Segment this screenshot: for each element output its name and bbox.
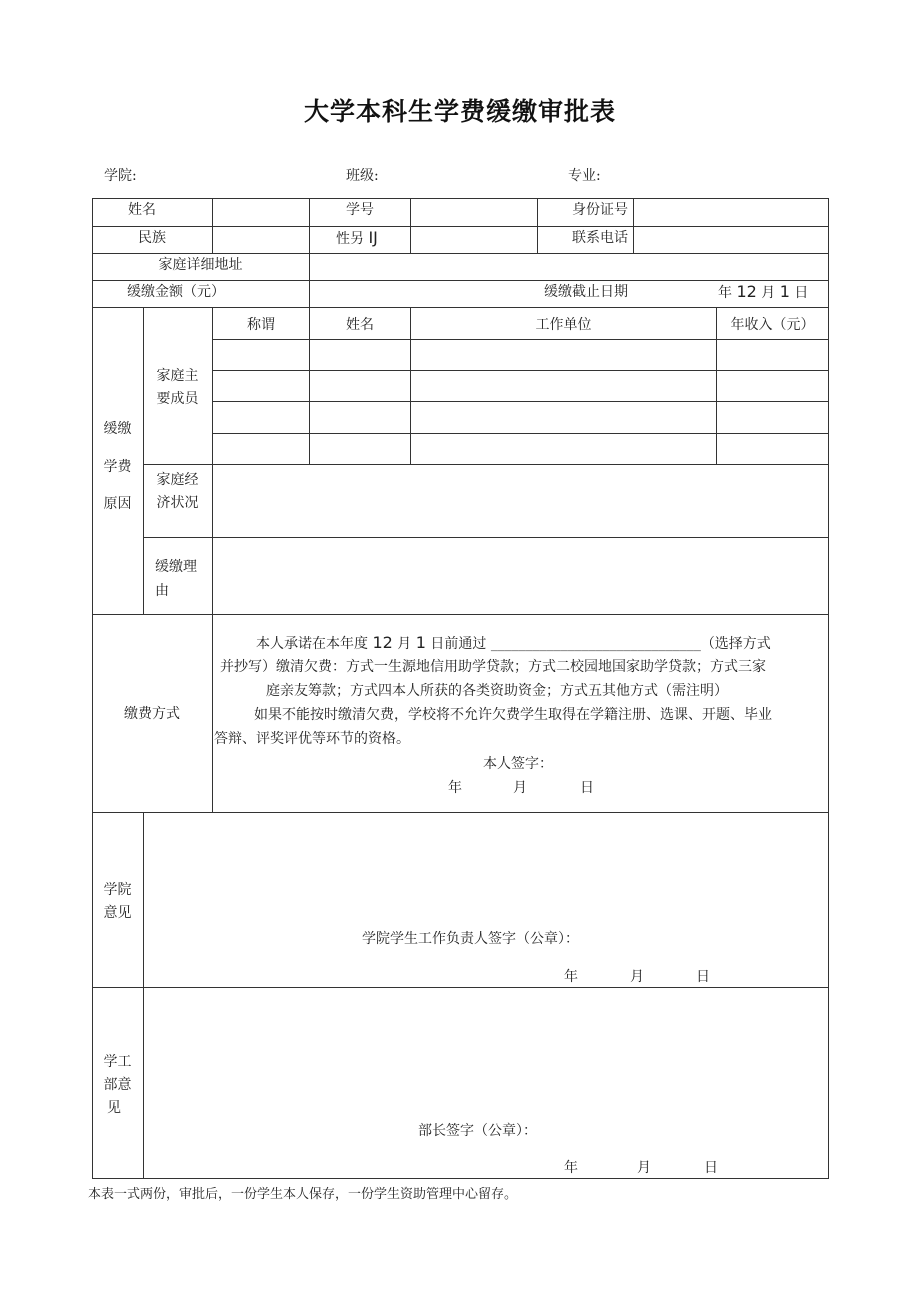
payment-date-month: 月 [513, 780, 527, 796]
family-members-label-2: 要成员 [156, 391, 199, 407]
deadline-date: 年 12 月 1 日 [718, 282, 809, 301]
payment-method-label: 缴费方式 [124, 706, 180, 722]
col-annual-income: 年收入（元） [730, 317, 815, 333]
address-label: 家庭详细地址 [158, 257, 243, 273]
student-signature-label: 本人签字： [483, 756, 553, 772]
gender-label: 性另 IJ [336, 228, 378, 247]
deferral-reason-label-2: 由 [155, 583, 169, 599]
college-opinion-label-1: 学院 [103, 882, 132, 898]
payment-pledge-line-1: 本人承诺在本年度 12 月 1 日前通过 ______________________________（选择方式 [256, 633, 771, 652]
phone-label: 联系电话 [572, 230, 628, 246]
dept-date-year: 年 [564, 1160, 578, 1176]
class-field-label: 班级: [346, 168, 379, 184]
college-date-year: 年 [564, 969, 578, 985]
deferral-amount-label: 缓缴金额（元） [127, 284, 225, 300]
name-label: 姓名 [128, 202, 156, 218]
deferral-deadline-label: 缓缴截止日期 [544, 284, 628, 300]
payment-date-year: 年 [448, 780, 462, 796]
dept-signature-label: 部长签字（公章）： [418, 1123, 537, 1139]
college-date-month: 月 [630, 969, 644, 985]
student-id-label: 学号 [346, 202, 374, 218]
payment-date-day: 日 [580, 780, 594, 796]
family-economy-label-2: 济状况 [156, 495, 199, 511]
gender-mark: IJ [368, 228, 378, 247]
reason-label-1: 缓缴 [103, 421, 132, 437]
col-relation: 称谓 [247, 317, 275, 333]
family-members-label-1: 家庭主 [156, 368, 199, 384]
dept-opinion-label-1: 学工 [103, 1054, 132, 1070]
reason-label-2: 学费 [103, 459, 132, 475]
id-card-label: 身份证号 [572, 202, 628, 218]
dept-opinion-label-2: 部意 [103, 1077, 132, 1093]
family-economy-label-1: 家庭经 [156, 472, 199, 488]
college-signature-label: 学院学生工作负责人签字（公章）： [362, 931, 579, 947]
page-title: 大学本科生学费缓缴审批表 [303, 97, 616, 126]
payment-pledge-line-4: 如果不能按时缴清欠费，学校将不允许欠费学生取得在学籍注册、选课、开题、毕业 [254, 707, 772, 723]
dept-date-day: 日 [704, 1160, 718, 1176]
col-work-unit: 工作单位 [535, 317, 592, 333]
major-field-label: 专业: [568, 168, 601, 184]
deferral-reason-label-1: 缓缴理 [155, 559, 197, 575]
dept-date-month: 月 [637, 1160, 651, 1176]
college-field-label: 学院: [104, 168, 137, 184]
college-opinion-label-2: 意见 [103, 905, 132, 921]
reason-label-3: 原因 [103, 496, 132, 512]
col-name: 姓名 [346, 317, 374, 333]
college-date-day: 日 [696, 969, 710, 985]
payment-pledge-line-5: 答辩、评奖评优等环节的资格。 [214, 731, 410, 747]
payment-pledge-line-2: 并抄写）缴清欠费：方式一生源地信用助学贷款；方式二校园地国家助学贷款；方式三家 [220, 659, 766, 675]
footnote: 本表一式两份，审批后，一份学生本人保存，一份学生资助管理中心留存。 [88, 1187, 518, 1202]
dept-opinion-label-3: 见 [107, 1100, 121, 1116]
payment-pledge-line-3: 庭亲友筹款；方式四本人所获的各类资助资金；方式五其他方式（需注明） [266, 683, 728, 699]
ethnicity-label: 民族 [138, 230, 166, 246]
